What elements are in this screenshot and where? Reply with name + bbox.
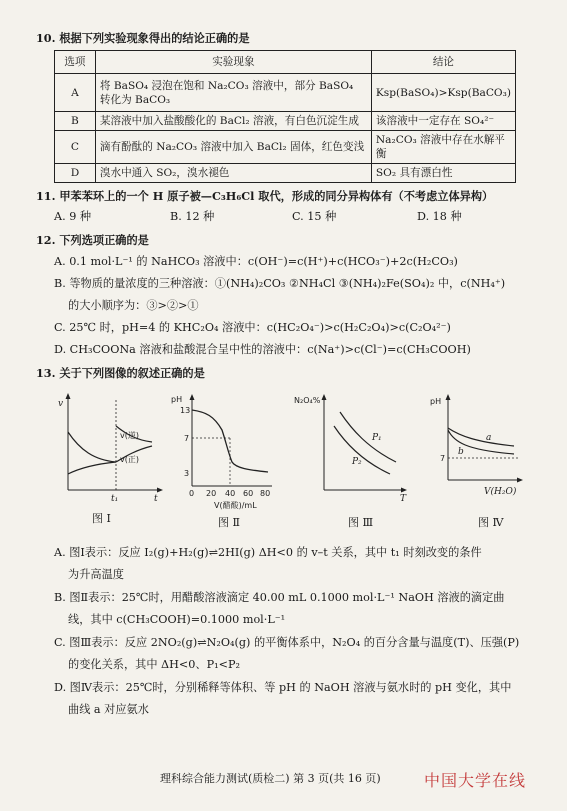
- figure-3-caption: 图 Ⅲ: [348, 516, 374, 529]
- fig2-ytick: 3: [184, 469, 190, 478]
- q11-option-b: B. 12 种: [170, 210, 215, 223]
- figure-4: [426, 390, 526, 502]
- fig1-t1-label: t₁: [111, 494, 119, 502]
- q12-stem: 12. 下列选项正确的是: [36, 233, 149, 247]
- row-option: D: [55, 164, 96, 183]
- q12-option-d: D. CH₃COONa 溶液和盐酸混合呈中性的溶液中：c(Na⁺)>c(Cl⁻)=c(CH₃COOH): [54, 343, 471, 356]
- fig2-ytick: 7: [184, 434, 190, 443]
- fig4-seven-label: 7: [440, 454, 446, 463]
- fig1-forward-label: v(正): [120, 455, 139, 464]
- q10-stem: 10. 根据下列实验现象得出的结论正确的是: [36, 31, 250, 45]
- q12-option-c: C. 25℃ 时，pH=4 的 KHC₂O₄ 溶液中：c(HC₂O₄⁻)>c(H₂C₂O₄)>c(C₂O₄²⁻): [54, 321, 451, 334]
- q13-option-c-line2: 的变化关系，其中 ΔH<0、P₁<P₂: [68, 658, 240, 671]
- table-row: [55, 164, 516, 183]
- figure-4-caption: 图 Ⅳ: [478, 516, 504, 529]
- fig3-x-label: T: [400, 494, 407, 502]
- watermark: 中国大学在线: [424, 771, 527, 790]
- header-option: 选项: [55, 51, 96, 74]
- table-row: [55, 112, 516, 131]
- figure-1-caption: 图 Ⅰ: [92, 512, 111, 525]
- fig2-xtick: 60: [243, 489, 254, 498]
- header-phenomenon: 实验现象: [95, 51, 371, 74]
- table-header-row: [55, 51, 516, 74]
- q12-option-a: A. 0.1 mol·L⁻¹ 的 NaHCO₃ 溶液中：c(OH⁻)=c(H⁺)+c(HCO₃⁻)+2c(H₂CO₃): [54, 255, 458, 268]
- row-option: B: [55, 112, 96, 131]
- fig4-curve-b-label: b: [458, 447, 464, 457]
- figure-2-caption: 图 Ⅱ: [218, 516, 240, 529]
- q13-stem: 13. 关于下列图像的叙述正确的是: [36, 366, 205, 380]
- q13-option-c-line1: C. 图Ⅲ表示：反应 2NO₂(g)⇌N₂O₄(g) 的平衡体系中，N₂O₄ 的百分含量与温度(T)、压强(P): [54, 636, 520, 649]
- fig3-p1-label: P₁: [372, 433, 382, 443]
- q13-option-d-line1: D. 图Ⅳ表示：25℃时，分别稀释等体积、等 pH 的 NaOH 溶液与氨水时的 pH 变化，其中: [54, 681, 512, 694]
- q11-option-d: D. 18 种: [417, 210, 462, 223]
- q13-option-d-line2: 曲线 a 对应氨水: [68, 703, 149, 716]
- q11-option-c: C. 15 种: [292, 210, 337, 223]
- figure-3: [290, 390, 410, 502]
- fig2-xtick: 0: [189, 489, 195, 498]
- fig2-xtick: 20: [206, 489, 217, 498]
- q11-option-a: A. 9 种: [54, 210, 92, 223]
- fig1-y-label: v: [58, 399, 64, 409]
- row-phenomenon: 滴有酚酞的 Na₂CO₃ 溶液中加入 BaCl₂ 固体，红色变浅: [95, 131, 371, 164]
- fig2-ytick: 13: [180, 406, 191, 415]
- fig2-x-label: V(醋酸)/mL: [214, 501, 257, 510]
- row-phenomenon: 溴水中通入 SO₂，溴水褪色: [95, 164, 371, 183]
- q12-option-b-line1: B. 等物质的量浓度的三种溶液：①(NH₄)₂CO₃ ②NH₄Cl ③(NH₄)₂Fe(SO₄)₂ 中，c(NH₄⁺): [54, 277, 506, 290]
- q11-stem: 11. 甲苯苯环上的一个 H 原子被—C₃H₆Cl 取代，形成的同分异构体有（不考虑立体异构）: [36, 189, 494, 203]
- q13-option-a-line2: 为升高温度: [68, 568, 124, 581]
- row-conclusion: Ksp(BaSO₄)>Ksp(BaCO₃): [371, 74, 515, 112]
- page-footer: 理科综合能力测试(质检二) 第 3 页(共 16 页): [160, 772, 381, 785]
- row-phenomenon: 将 BaSO₄ 浸泡在饱和 Na₂CO₃ 溶液中，部分 BaSO₄ 转化为 BaCO₃: [95, 74, 371, 112]
- fig3-p2-label: P₂: [352, 457, 362, 467]
- q13-option-a-line1: A. 图Ⅰ表示：反应 I₂(g)+H₂(g)⇌2HI(g) ΔH<0 的 v–t 关系，其中 t₁ 时刻改变的条件: [54, 546, 482, 559]
- q12-option-b-line2: 的大小顺序为：③>②>①: [68, 299, 199, 312]
- figure-2: [170, 390, 280, 512]
- fig2-y-label: pH: [171, 395, 183, 404]
- fig1-reverse-label: v(逆): [120, 431, 139, 440]
- row-conclusion: 该溶液中一定存在 SO₄²⁻: [371, 112, 515, 131]
- fig2-xtick: 40: [225, 489, 236, 498]
- row-phenomenon: 某溶液中加入盐酸酸化的 BaCl₂ 溶液，有白色沉淀生成: [95, 112, 371, 131]
- row-option: C: [55, 131, 96, 164]
- fig3-y-label: N₂O₄%: [294, 396, 321, 405]
- fig4-curve-a-label: a: [486, 433, 492, 443]
- q13-option-b-line2: 线，其中 c(CH₃COOH)=0.1000 mol·L⁻¹: [68, 613, 286, 626]
- fig4-x-label: V(H₂O): [484, 487, 517, 497]
- table-row: [55, 74, 516, 112]
- row-conclusion: SO₂ 具有漂白性: [371, 164, 515, 183]
- fig4-y-label: pH: [430, 397, 442, 406]
- header-conclusion: 结论: [371, 51, 515, 74]
- table-row: [55, 131, 516, 164]
- fig2-xtick: 80: [260, 489, 271, 498]
- figure-1: [56, 390, 166, 502]
- row-option: A: [55, 74, 96, 112]
- q13-option-b-line1: B. 图Ⅱ表示：25℃时，用醋酸溶液滴定 40.00 mL 0.1000 mol·L⁻¹ NaOH 溶液的滴定曲: [54, 591, 505, 604]
- experiment-table: [54, 50, 516, 183]
- fig1-x-label: t: [154, 494, 158, 502]
- row-conclusion: Na₂CO₃ 溶液中存在水解平衡: [371, 131, 515, 164]
